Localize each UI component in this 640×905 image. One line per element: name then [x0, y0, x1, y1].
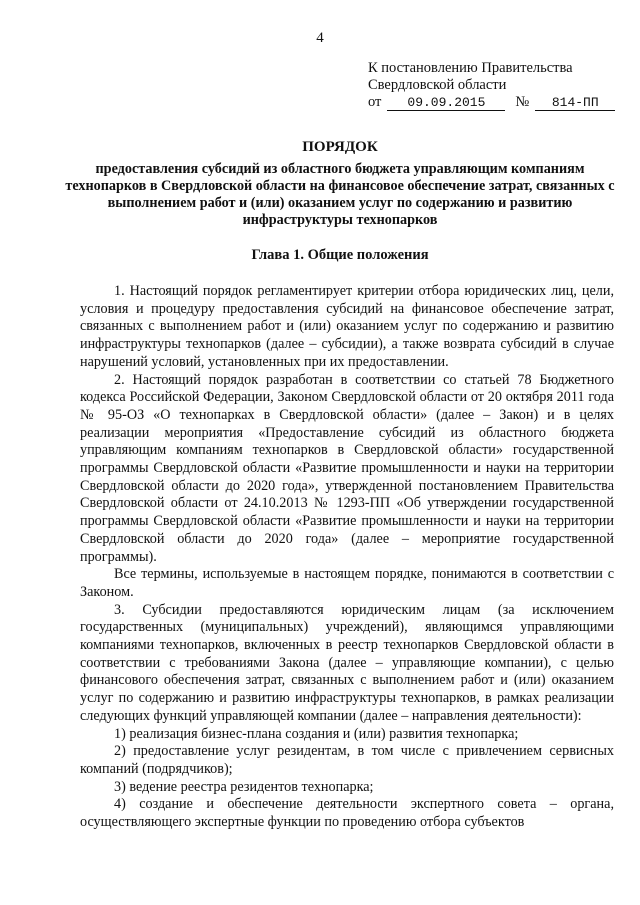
paragraph: Все термины, используемые в настоящем порядке, понимаются в соответствии с Законом. [80, 566, 614, 600]
page-number: 4 [316, 30, 324, 46]
document-title [60, 138, 620, 229]
title-heading: ПОРЯДОК [302, 139, 378, 155]
title-subtitle: предоставления субсидий из областного бюджета управляющим компаниям технопарков в Свердловской области на финансовое обеспечение затрат, связанных с выполнением работ и (или) оказанием услуг по содержанию и развитию инфраструктуры технопарков [65, 161, 615, 228]
annex-line-1: К постановлению Правительства [368, 60, 573, 76]
paragraph: 3. Субсидии предоставляются юридическим лицам (за исключением государственных (муниципальных) учреждений), являющимся управляющими компаниями технопарков, включенных в реестр технопарков Свердловской области в соответствии с требованиями Закона (далее – управляющие компании), с целью финансового обеспечения затрат, связанных с выполнением работ и (или) оказанием услуг по содержанию и развитию инфраструктуры технопарков, в рамках реализации следующих функций управляющей компании (далее – направления деятельности): [80, 601, 614, 724]
paragraph: 1) реализация бизнес-плана создания и (или) развития технопарка; [114, 725, 519, 742]
annex-block [368, 60, 628, 111]
annex-from-label: от [368, 94, 382, 110]
annex-date-line [368, 94, 628, 111]
document-body [80, 283, 614, 832]
paragraph: 2) предоставление услуг резидентам, в том числе с привлечением сервисных компаний (подрядчиков); [80, 743, 614, 777]
annex-date: 09.09.2015 [387, 96, 505, 111]
paragraph: 2. Настоящий порядок разработан в соответствии со статьей 78 Бюджетного кодекса Российской Федерации, Законом Свердловской области от 20 октября 2011 года № 95-ОЗ «О технопарках в Свердловской области» (далее – Закон) и в целях реализации мероприятия «Предоставление субсидий из областного бюджета управляющим компаниям технопарков в Свердловской области» государственной программы Свердловской области «Развитие промышленности и науки на территории Свердловской области до 2020 года», утвержденной постановлением Правительства Свердловской области от 24.10.2013 № 1293-ПП «Об утверждении государственной программы Свердловской области «Развитие промышленности и науки на территории Свердловской области до 2020 года» (далее – мероприятие государственной программы). [80, 371, 614, 565]
annex-number: 814-ПП [535, 96, 615, 111]
annex-number-label: № [515, 94, 530, 110]
chapter-heading: Глава 1. Общие положения [251, 247, 429, 263]
paragraph: 4) создание и обеспечение деятельности экспертного совета – органа, осуществляющего экспертные функции по проведению отбора субъектов [80, 796, 614, 831]
paragraph: 3) ведение реестра резидентов технопарка; [114, 778, 374, 795]
annex-line-2: Свердловской области [368, 77, 507, 93]
paragraph: 1. Настоящий порядок регламентирует критерии отбора юридических лиц, цели, условия и процедуру предоставления субсидий на финансовое обеспечение затрат, связанных с выполнением работ и (или) оказанием услуг по содержанию и развитию инфраструктуры технопарков (далее – субсидии), а также возврата субсидий в случае нарушений условий, установленных при их предоставлении. [80, 283, 614, 370]
